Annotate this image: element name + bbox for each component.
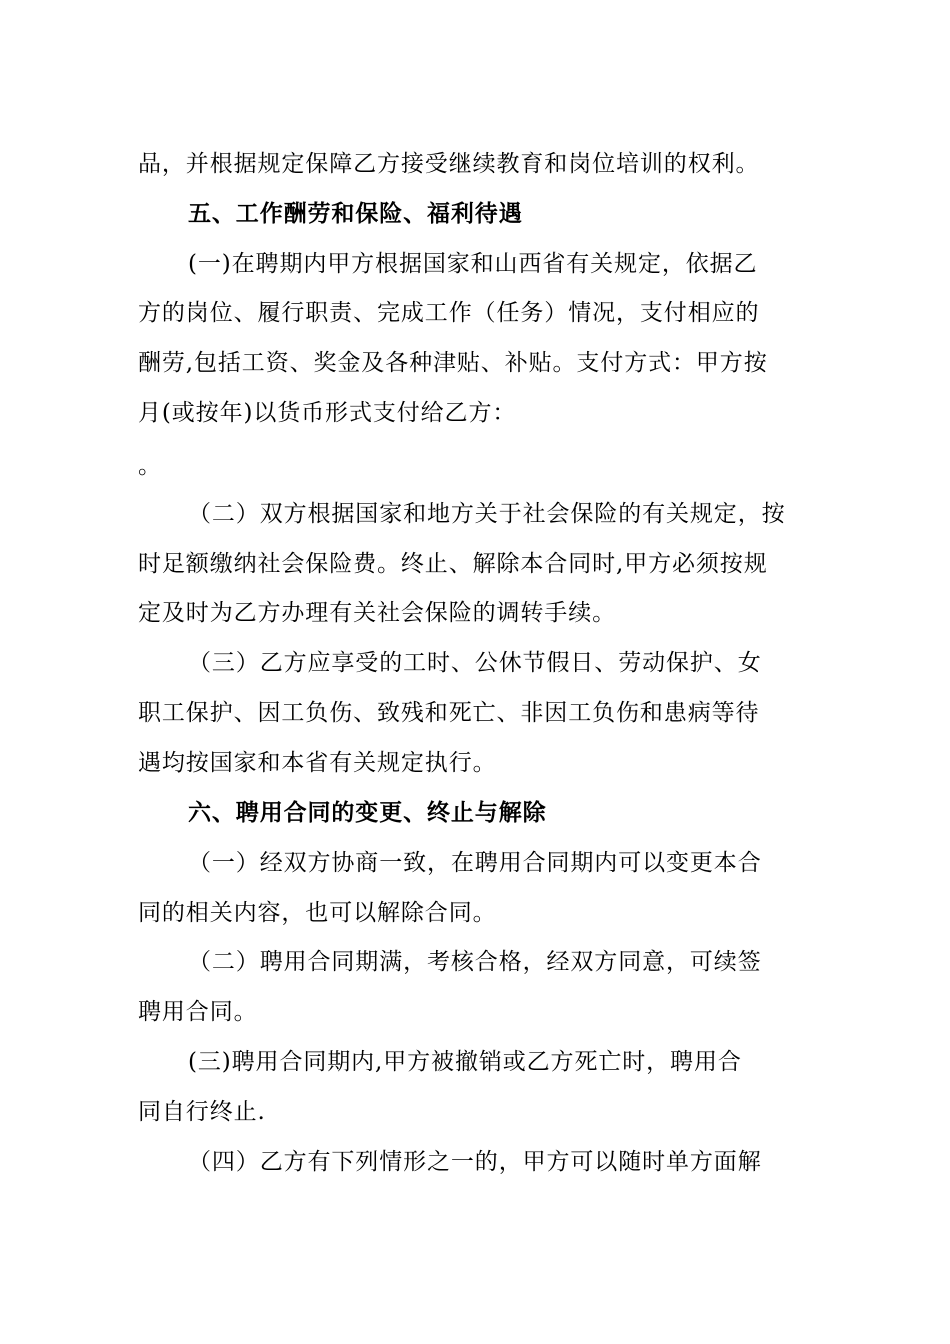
paragraph-line: 酬劳,包括工资、奖金及各种津贴、补贴。支付方式：甲方按 — [138, 350, 768, 376]
paragraph-line: （三）乙方应享受的工时、公休节假日、劳动保护、女 — [188, 650, 762, 676]
paragraph-line: 同自行终止. — [138, 1099, 266, 1125]
paragraph-line: 。 — [138, 453, 162, 479]
paragraph-line: 方的岗位、履行职责、完成工作（任务）情况，支付相应的 — [138, 300, 760, 326]
paragraph-line: 品，并根据规定保障乙方接受继续教育和岗位培训的权利。 — [138, 151, 760, 177]
section-heading: 六、聘用合同的变更、终止与解除 — [188, 799, 547, 826]
paragraph-line: (三)聘用合同期内,甲方被撤销或乙方死亡时，聘用合 — [188, 1049, 742, 1075]
paragraph-line: 聘用合同。 — [138, 999, 258, 1025]
paragraph-line: 遇均按国家和本省有关规定执行。 — [138, 750, 497, 776]
paragraph-line: （一）经双方协商一致，在聘用合同期内可以变更本合 — [188, 850, 762, 876]
paragraph-line: （四）乙方有下列情形之一的，甲方可以随时单方面解 — [188, 1149, 762, 1175]
paragraph-line: 同的相关内容，也可以解除合同。 — [138, 900, 497, 926]
paragraph-line: 时足额缴纳社会保险费。终止、解除本合同时,甲方必须按规 — [138, 551, 768, 577]
paragraph-line: 职工保护、因工负伤、致残和死亡、非因工负伤和患病等待 — [138, 700, 760, 726]
paragraph-line: 定及时为乙方办理有关社会保险的调转手续。 — [138, 600, 616, 626]
paragraph-line: （二）聘用合同期满，考核合格，经双方同意，可续签 — [188, 949, 762, 975]
paragraph-line: (一)在聘期内甲方根据国家和山西省有关规定，依据乙 — [188, 251, 758, 277]
section-heading: 五、工作酬劳和保险、福利待遇 — [188, 200, 523, 227]
paragraph-line: （二）双方根据国家和地方关于社会保险的有关规定，按 — [188, 501, 786, 527]
paragraph-line: 月(或按年)以货币形式支付给乙方： — [138, 400, 517, 426]
